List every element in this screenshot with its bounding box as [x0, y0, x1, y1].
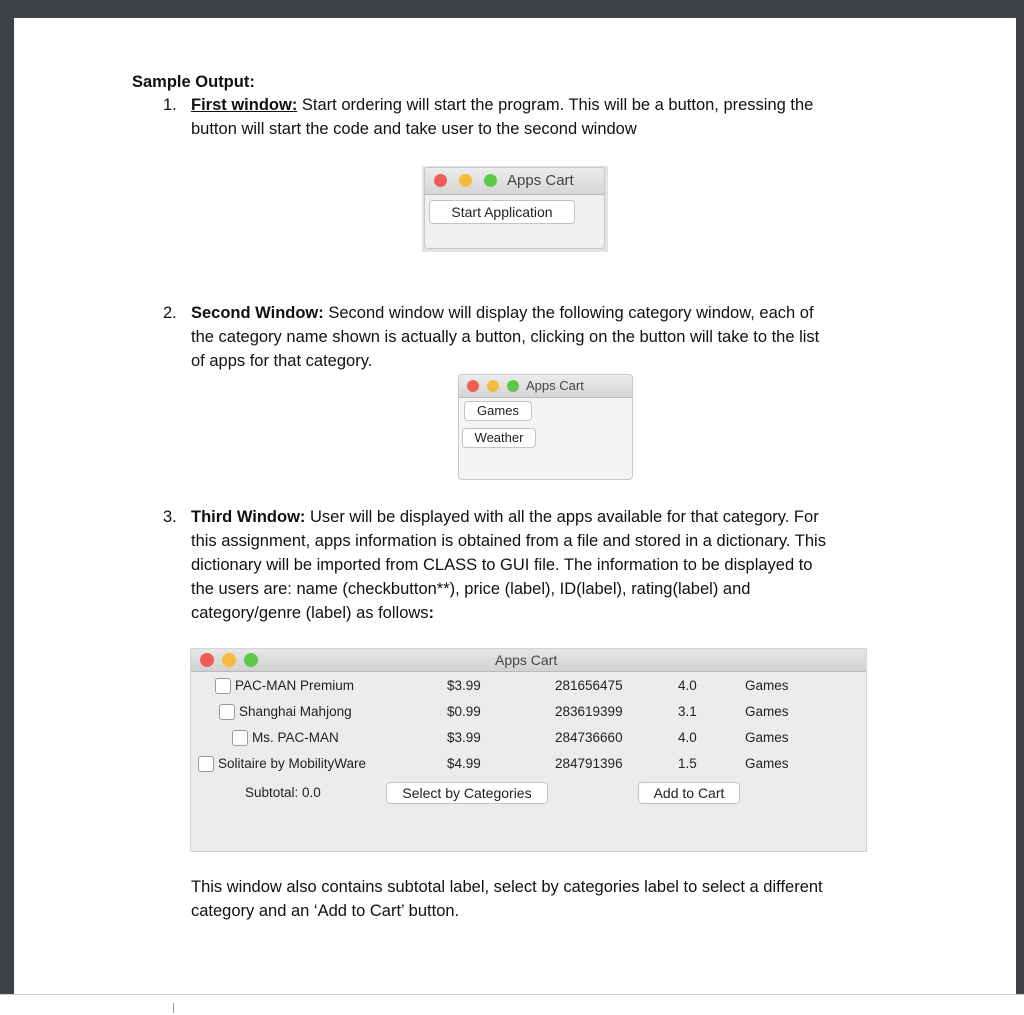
item-3-line5 [191, 601, 434, 625]
window2-title: Apps Cart [526, 378, 584, 393]
app-genre: Games [745, 704, 789, 719]
item-1-line2: button will start the code and take user to the second window [191, 120, 637, 138]
zoom-icon[interactable] [484, 174, 497, 187]
app-price: $3.99 [447, 678, 481, 693]
app-price: $4.99 [447, 756, 481, 771]
item-3-line5-colon: : [428, 604, 435, 622]
app-genre: Games [745, 678, 789, 693]
window1-title: Apps Cart [507, 172, 574, 189]
close-icon[interactable] [200, 653, 214, 667]
item-3-line4: the users are: name (checkbutton**), price (label), ID(label), rating(label) and [191, 580, 751, 598]
closing-line1: This window also contains subtotal label, select by categories label to select a different [191, 878, 823, 896]
zoom-icon[interactable] [244, 653, 258, 667]
close-icon[interactable] [434, 174, 447, 187]
app-rating: 3.1 [678, 704, 697, 719]
window3-title: Apps Cart [495, 652, 558, 668]
item-1-lead: First window: [191, 96, 298, 114]
text-cursor [173, 1003, 174, 1013]
app-rating: 1.5 [678, 756, 697, 771]
add-to-cart-button[interactable]: Add to Cart [638, 782, 740, 804]
item-1-text: Start ordering will start the program. This will be a button, pressing the [297, 96, 814, 114]
window1 [424, 167, 605, 249]
item-3-text: User will be displayed with all the apps available for that category. For [305, 508, 819, 526]
subtotal-label: Subtotal: 0.0 [245, 785, 321, 800]
app-price: $3.99 [447, 730, 481, 745]
app-id: 284791396 [555, 756, 623, 771]
next-page-strip [0, 994, 1024, 1015]
minimize-icon[interactable] [459, 174, 472, 187]
window2 [458, 374, 633, 480]
app-checkbox[interactable] [232, 730, 248, 746]
app-name: Shanghai Mahjong [239, 704, 352, 719]
window1-titlebar [425, 168, 604, 195]
item-2-lead: Second Window: [191, 304, 324, 322]
sample-output-heading: Sample Output: [132, 73, 255, 91]
item-2-number: 2. [163, 304, 177, 322]
start-application-button[interactable]: Start Application [429, 200, 575, 224]
app-name: Ms. PAC-MAN [252, 730, 339, 745]
item-1-line1 [191, 93, 911, 117]
app-id: 283619399 [555, 704, 623, 719]
app-name: PAC-MAN Premium [235, 678, 355, 693]
category-weather-button[interactable]: Weather [462, 428, 536, 448]
app-genre: Games [745, 756, 789, 771]
item-3-line3: dictionary will be imported from CLASS to GUI file. The information to be displayed to [191, 556, 813, 574]
item-2-line1 [191, 301, 921, 325]
app-genre: Games [745, 730, 789, 745]
app-rating: 4.0 [678, 730, 697, 745]
item-2-text: Second window will display the following category window, each of [323, 304, 814, 322]
close-icon[interactable] [467, 380, 479, 392]
item-3-number: 3. [163, 508, 177, 526]
app-name: Solitaire by MobilityWare [218, 756, 367, 771]
window2-titlebar [459, 375, 632, 398]
item-3-line2: this assignment, apps information is obtained from a file and stored in a dictionary. This [191, 532, 826, 550]
zoom-icon[interactable] [507, 380, 519, 392]
minimize-icon[interactable] [487, 380, 499, 392]
closing-line2: category and an ‘Add to Cart’ button. [191, 902, 460, 920]
window3-titlebar [191, 649, 866, 672]
item-3-lead: Third Window: [191, 508, 306, 526]
app-rating: 4.0 [678, 678, 697, 693]
app-id: 281656475 [555, 678, 623, 693]
app-checkbox[interactable] [215, 678, 231, 694]
app-price: $0.99 [447, 704, 481, 719]
item-1-number: 1. [163, 96, 177, 114]
app-checkbox[interactable] [198, 756, 214, 772]
item-3-line5-text: category/genre (label) as follows [191, 604, 429, 622]
select-by-categories-button[interactable]: Select by Categories [386, 782, 548, 804]
app-checkbox[interactable] [219, 704, 235, 720]
minimize-icon[interactable] [222, 653, 236, 667]
item-2-line2: the category name shown is actually a button, clicking on the button will take to the list [191, 328, 820, 346]
category-games-button[interactable]: Games [464, 401, 532, 421]
item-3-line1 [191, 505, 911, 529]
app-id: 284736660 [555, 730, 623, 745]
item-2-line3: of apps for that category. [191, 352, 373, 370]
window3 [190, 648, 867, 852]
